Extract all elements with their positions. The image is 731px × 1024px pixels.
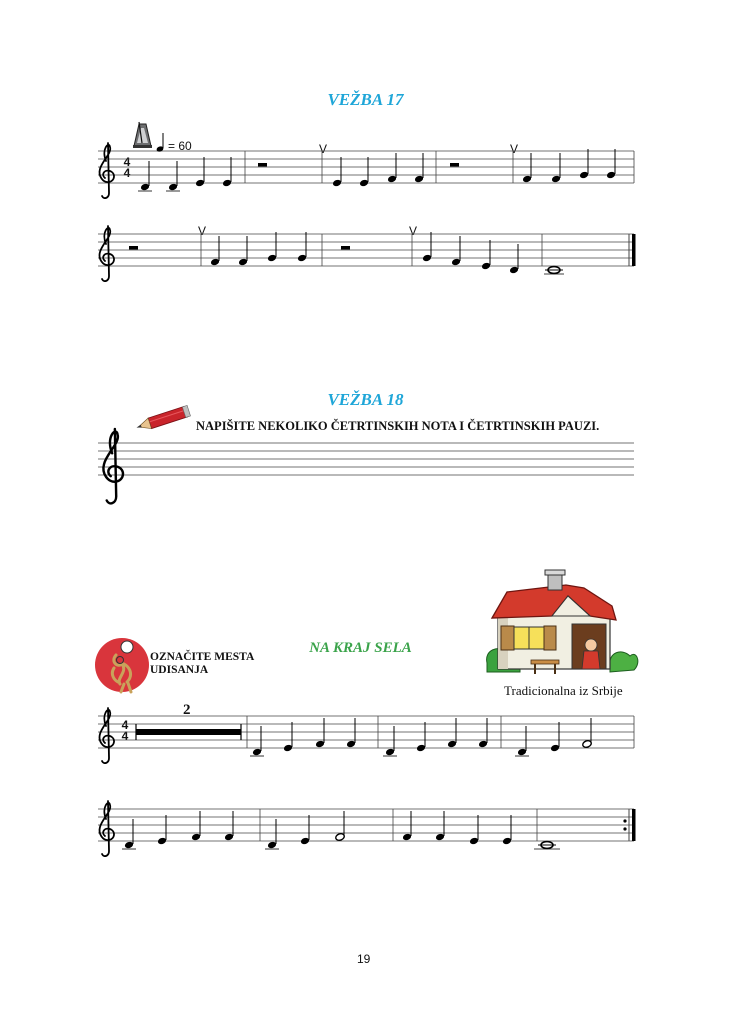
staff-18-empty [98,443,634,475]
tempo-marking: = 60 [168,139,192,153]
whole-note [545,267,563,274]
breathing-figure-icon [95,638,149,692]
breath-mark: V [409,224,418,238]
staff-17-2 [98,234,634,266]
time-signature-top: 4 [121,718,129,732]
breath-mark: V [510,142,519,156]
exercise-18-title: VEŽBA 18 [327,390,404,409]
tempo-note-icon [156,133,164,153]
staff-song-2 [98,809,634,841]
exercise-17-title: VEŽBA 17 [327,90,404,109]
breath-mark: V [198,224,207,238]
half-rest [341,246,350,250]
half-rest [450,163,459,167]
half-rest [258,163,267,167]
breath-instruction-line1: OZNAČITE MESTA [150,651,255,663]
final-barline [632,234,636,266]
notes-17-1 [138,149,616,191]
metronome-icon [133,122,152,148]
notes-17-2 [129,232,564,274]
treble-clef [103,429,123,503]
time-signature-bottom: 4 [123,166,131,180]
exercise-18-instruction: NAPIŠITE NEKOLIKO ČETRTINSKIH NOTA I ČETRTINSKIH PAUZI. [196,419,600,433]
page-number: 19 [357,952,371,966]
whole-note [538,842,556,849]
breath-instruction-line2: UDISANJA [150,664,209,676]
multi-measure-rest [136,729,241,735]
repeat-barline [632,809,636,841]
pencil-icon [135,405,191,432]
breath-mark: V [319,142,328,156]
song-title: NA KRAJ SELA [309,640,412,656]
half-rest [129,246,138,250]
song-source: Tradicionalna iz Srbije [504,683,623,698]
multirest-count: 2 [183,702,191,718]
house-illustration [487,570,638,674]
time-signature-top: 4 [123,155,131,169]
time-signature-bottom: 4 [121,729,129,743]
